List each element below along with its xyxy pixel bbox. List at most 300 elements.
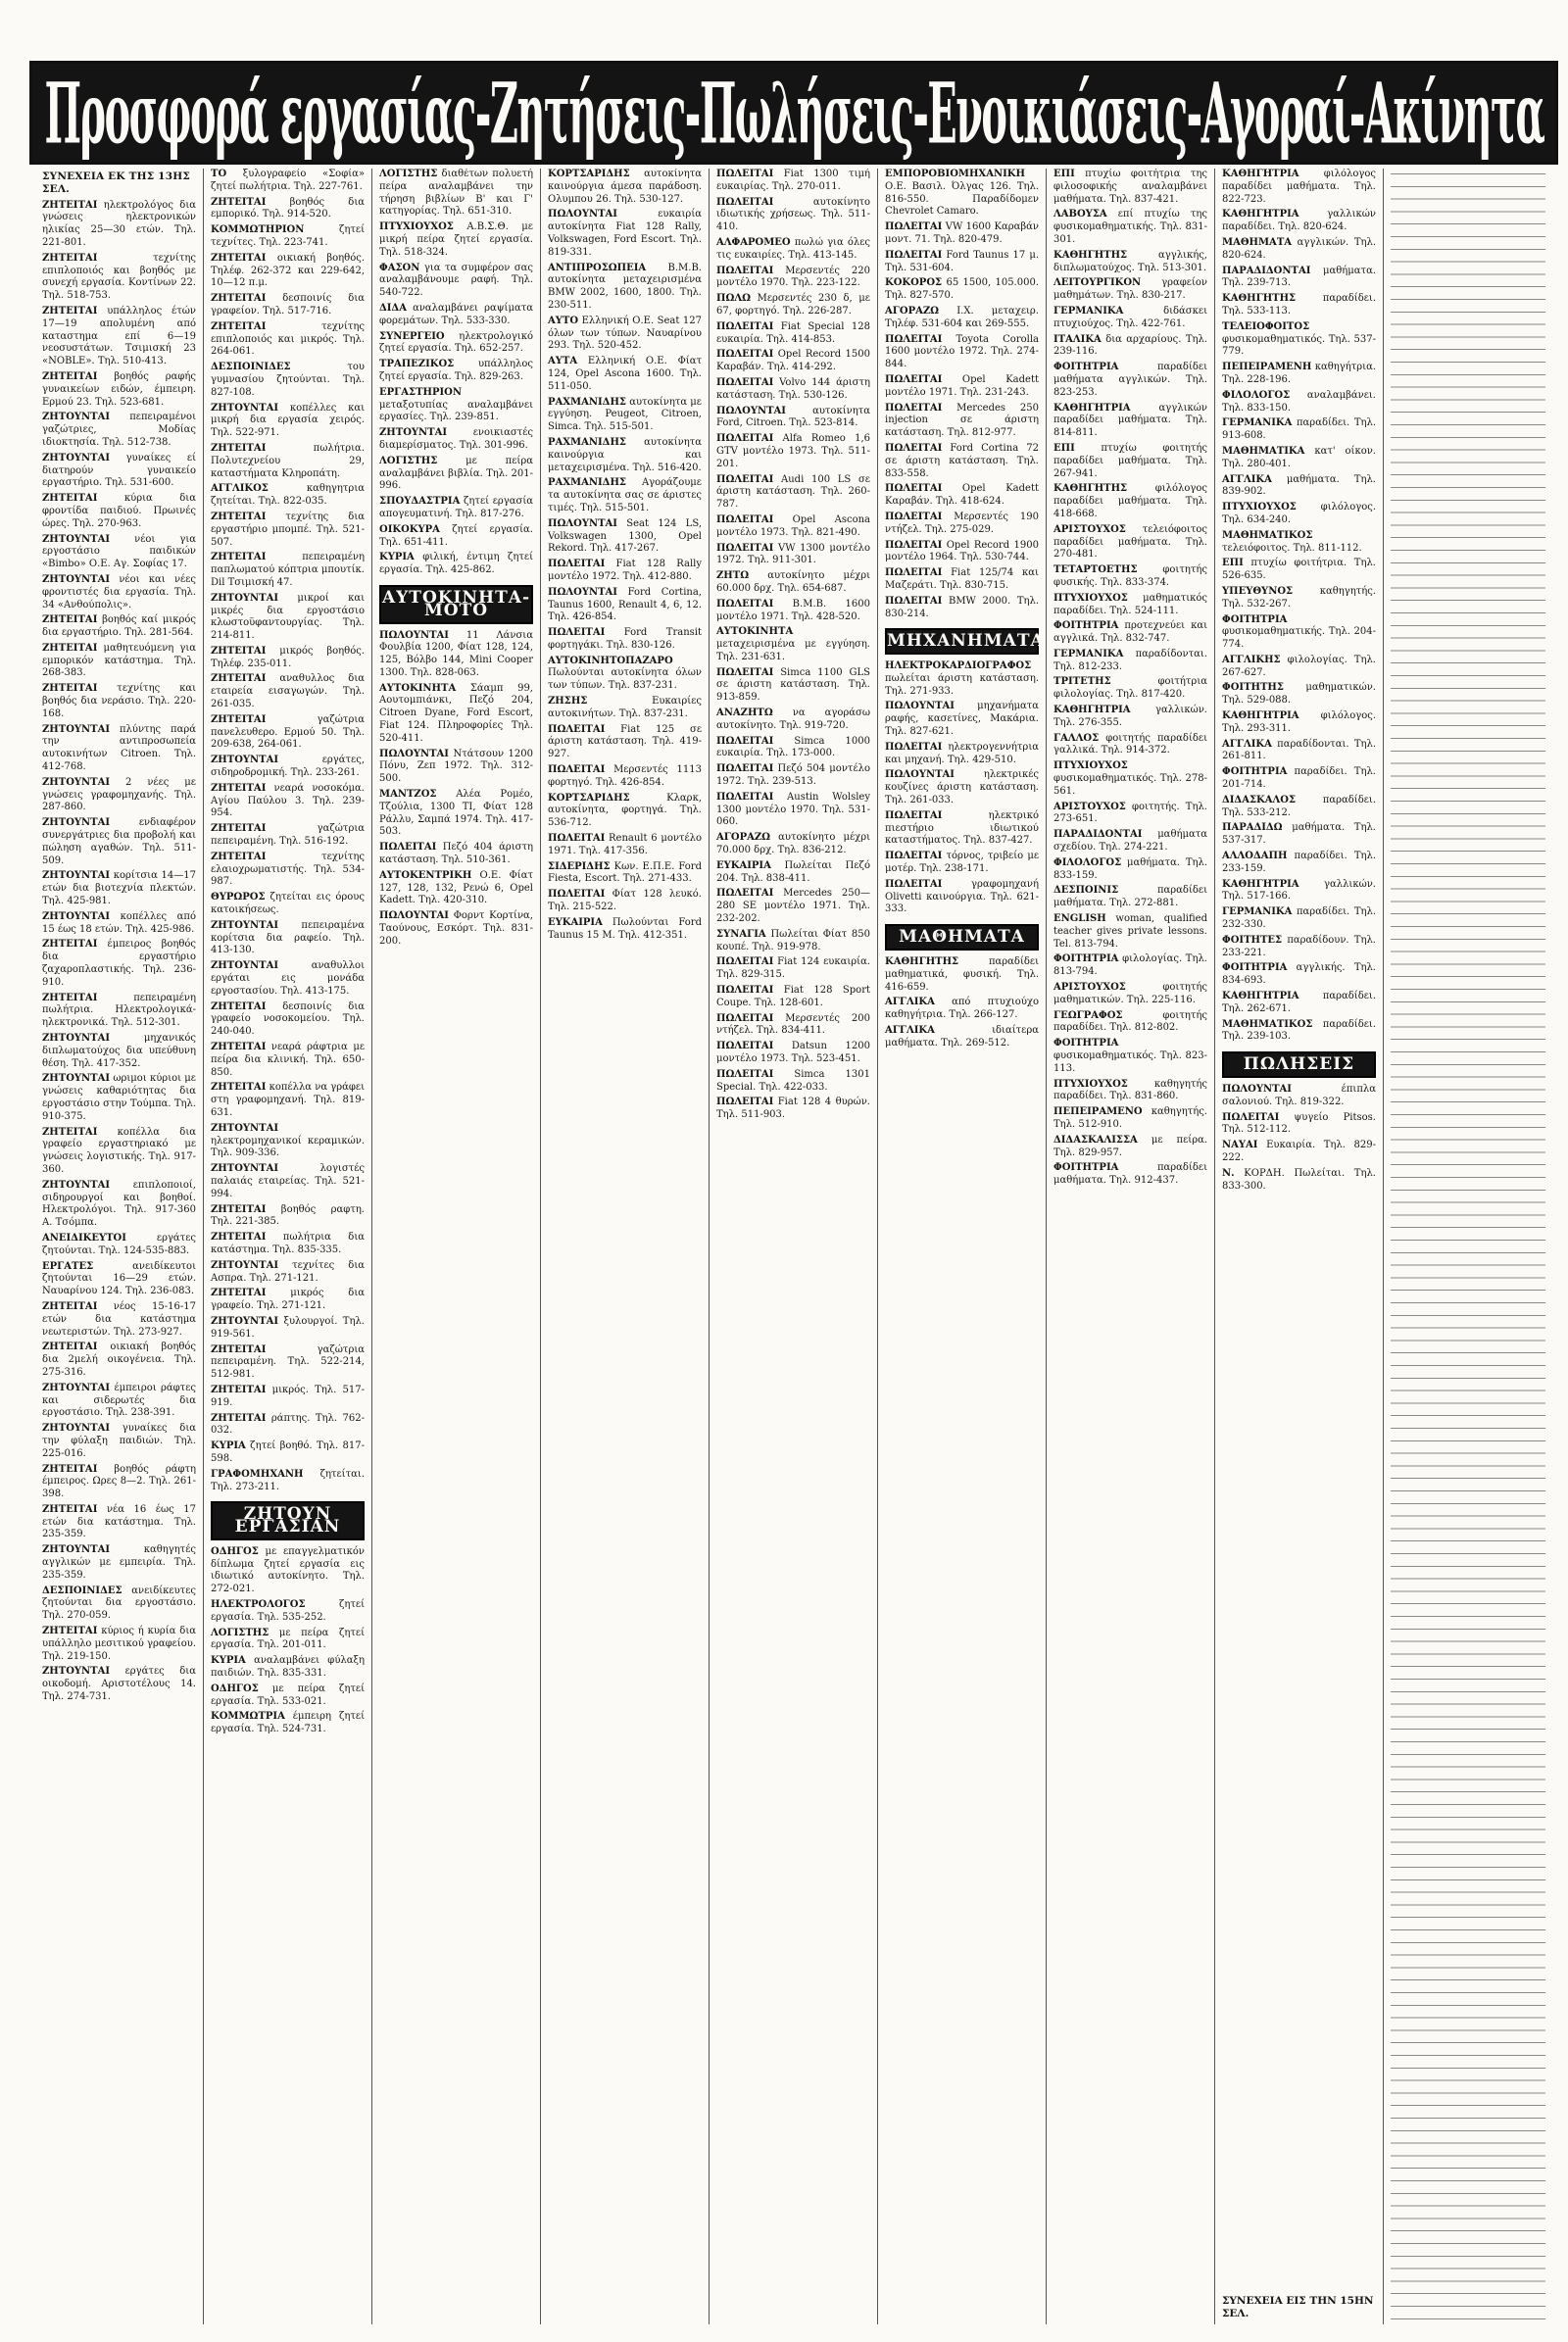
ad-keyword: ΖΗΤΕΙΤΑΙ [42,305,98,317]
ad-text: Fiat 125/74 και Μαζεράτι. Τηλ. 830-715. [885,567,1039,591]
ad-keyword: ΠΩΛΕΙΤΑΙ [716,265,774,276]
ad-text: Opel Record 1500 Καραβάν. Τηλ. 414-292. [716,349,870,373]
page-banner [29,61,1558,165]
ad-keyword: ΖΗΤΕΙΤΑΙ [211,851,267,862]
ad-text: πωλήτρια δια κατάστημα. Τηλ. 835-335. [211,1232,365,1255]
ad-text: φιλόλογος. Τηλ. 293-311. [1222,710,1376,734]
ad-keyword: ΠΩΛΕΙΤΑΙ [716,1012,774,1024]
classified-ad [1222,1084,1376,1109]
ad-text: αγγλικών. Τηλ. 820-624. [1222,236,1376,261]
ad-keyword: ΖΗΤΟΥΝΤΑΙ [211,1122,279,1134]
classified-ad [885,374,1039,400]
ad-keyword: ΠΩΛΟΥΝΤΑΙ [548,586,617,598]
classified-ad [1222,209,1376,234]
ad-text: ζητεί εργασία. Τηλ. 535-252. [211,1599,365,1623]
classified-ad [1054,169,1207,206]
ad-text: μικροί και μικρές δια εργοστάσιο κλωστοϋφαντουργίας. Τηλ. 214-811. [211,592,365,642]
ad-text: καθηγητής παραδίδει. Τηλ. 831-860. [1054,1078,1207,1102]
ad-text: Datsun 1200 μοντέλο 1973. Τηλ. 523-451. [716,1041,870,1064]
ad-keyword: ΠΩΛΕΙΤΑΙ [548,889,606,901]
classified-ad [42,534,196,571]
classified-ad [1222,851,1376,876]
ad-keyword: ΜΑΝΤΖΟΣ [379,789,437,801]
classified-ad [42,643,196,680]
ad-keyword: Ν. [1222,1167,1235,1179]
classified-ad [1054,403,1207,440]
ad-keyword: ΠΕΠΕΙΡΑΜΕΝΟ [1054,1106,1143,1118]
classified-ad [211,920,365,957]
classified-ad [716,985,870,1010]
ad-text: με πείρα ζητεί εργασία. Τηλ. 201-011. [211,1627,365,1651]
classified-ad [42,200,196,250]
ad-keyword: ΦΟΙΤΗΤΡΙΑ [1054,953,1119,965]
classified-ad [716,433,870,470]
ad-text: αγγλικών παραδίδει μαθήματα. Τηλ. 814-811. [1054,402,1207,439]
ad-keyword: ΖΗΤΟΥΝΤΑΙ [42,1666,111,1678]
classified-ad [1222,1168,1376,1194]
classified-ad [42,1423,196,1460]
section-heading: ΖΗΤΟΥΝ ΕΡΓΑΣΙΑΝ [211,1501,365,1540]
ad-keyword: ΠΑΡΑΔΙΔΟΝΤΑΙ [1222,265,1311,276]
ad-text: αναλαμβάνει φύλαξη παιδιών. Τηλ. 835-331. [211,1655,365,1680]
classified-ad [1054,483,1207,520]
classified-ad [548,696,702,721]
classified-ad [211,552,365,589]
column-4 [541,169,710,2324]
ad-keyword: ΤΕΤΑΡΤΟΕΤΗΣ [1054,564,1138,576]
ad-keyword: ΕΜΠΟΡΟΒΙΟΜΗΧΑΝΙΚΗ [885,169,1025,179]
ad-keyword: ΡΑΧΜΑΝΙΔΗΣ [548,436,626,448]
classified-ad [548,263,702,313]
section-heading: ΜΑΘΗΜΑΤΑ [885,924,1039,951]
ad-text: παραδίδει μαθηματικά, φυσική. Τηλ. 416-659. [885,956,1039,993]
ad-text: φυσικομαθηματικός. Τηλ. 823-113. [1054,1050,1207,1074]
classified-ad [211,1413,365,1439]
ad-text: Ελληνική Ο.Ε. Φίατ 124, Opel Ascona 1600. Τηλ. 511-050. [548,356,702,392]
ad-text: μηχανικός διπλωματούχος δια υπεύθυνη θέση. Τηλ. 417-352. [42,1033,196,1069]
ad-text: αναλαμβάνει. Τηλ. 833-150. [1222,389,1376,414]
ad-text: μαθηματικός παραδίδει. Τηλ. 524-111. [1054,592,1207,616]
ad-text: Toyota Corolla 1600 μοντέλο 1972. Τηλ. 274-844. [885,333,1039,370]
ad-text: παραδίδει. Τηλ. 533-113. [1222,293,1376,317]
classified-ad [211,1711,365,1736]
ad-keyword: ΚΑΘΗΓΗΤΡΙΑ [1222,209,1299,220]
ad-keyword: ΠΩΛΕΙΤΑΙ [716,542,774,554]
classified-ad [1054,760,1207,798]
ad-keyword: ΠΩΛΕΙΤΑΙ [885,442,943,454]
ad-keyword: ΚΑΘΗΓΗΤΡΙΑ [1222,710,1299,722]
ad-keyword: ΖΗΤΟΥΝΤΑΙ [211,960,279,972]
ad-text: πεπειραμένα κορίτσια δια ραφείο. Τηλ. 413-130. [211,919,365,956]
ad-text: φοιτητής. Τηλ. 273-651. [1054,801,1207,825]
ad-keyword: ΛΟΓΙΣΤΗΣ [211,1627,270,1638]
ad-text: προτεχνεύει και αγγλικά. Τηλ. 832-747. [1054,620,1207,645]
ad-text: αναθυλλοι εργάται εις μονάδα εργοστασίου. Τηλ. 413-175. [211,960,365,997]
ad-text: VW 1300 μοντέλο 1972. Τηλ. 911-301. [716,542,870,566]
ad-text: πλύντης παρά την αντιπροσωπεία αυτοκινήτων Citroen. Τηλ. 412-768. [42,723,196,773]
classified-ad [211,1082,365,1119]
classified-ad [42,777,196,814]
ad-text: Πωλούνται Ford Taunus 15 Μ. Τηλ. 412-351. [548,916,702,941]
ad-text: Simca 1100 GLS σε άριστη κατάσταση. Τηλ. 913-859. [716,666,870,704]
classified-ad [716,599,870,624]
ad-text: Opel Record 1900 μοντέλο 1964. Τηλ. 530-744. [885,539,1039,563]
ad-keyword: ΦΟΙΤΗΤΡΙΑ [1054,620,1119,632]
ad-keyword: ΦΟΙΤΗΤΡΙΑ [1222,962,1288,974]
ad-text: Σάαμπ 99, Αουτομπιάνκι, Πεζό 204, Citroen Dyane, Ford Escort, Fiat 124. Πληροφορίες Τηλ. 520-411. [379,682,533,744]
ad-text: του γυμνασίου ζητούνται. Τηλ. 827-108. [211,362,365,398]
ad-keyword: ΓΑΛΛΟΣ [1054,732,1100,744]
ad-keyword: ΜΑΘΗΜΑΤΑ [1222,236,1293,248]
classified-ad [716,570,870,596]
classified-ad [379,427,533,453]
ad-text: αυτοκίνητα Ford, Citroen. Τηλ. 523-814. [716,405,870,429]
classified-ad [42,574,196,611]
ad-text: Μερσεντές 1113 φορτηγό. Τηλ. 426-854. [548,764,702,788]
classified-ad [885,769,1039,806]
ad-text: διδάσκει πτυχιούχος. Τηλ. 422-761. [1054,305,1207,329]
classified-ad [885,879,1039,916]
ad-keyword: ΖΗΤΟΥΝΤΑΙ [211,919,279,931]
ad-keyword: ΣΙΔΕΡΙΔΗΣ [548,860,611,872]
ad-text: φιλική, έντιμη ζητεί εργασία. Τηλ. 425-862. [379,552,533,576]
classified-ad [42,817,196,867]
ad-text: βοηθός ραφτη. Τηλ. 221-385. [211,1203,365,1228]
ad-text: γραφομηχανή Olivetti καινούργια. Τηλ. 621-333. [885,878,1039,915]
ad-keyword: ΖΗΤΕΙΤΑΙ [211,196,267,208]
ad-text: ανειδίκευτοι ζητούνται 16—29 ετών. Ναυαρίνου 124. Τηλ. 236-083. [42,1260,196,1297]
ad-keyword: ΚΑΘΗΓΗΤΗΣ [1222,293,1297,305]
classified-ad [548,316,702,353]
ad-keyword: ΓΕΡΜΑΝΙΚΑ [1054,305,1124,317]
ad-keyword: ΑΛΛΟΔΑΠΗ [1222,851,1288,862]
ad-text: παραδίδει μαθήματα. Τηλ. 912-437. [1054,1162,1207,1187]
ad-text: παραδίδονται. Τηλ. 812-233. [1054,648,1207,672]
ad-text: πωλώ για όλες τις ευκαιρίες. Τηλ. 413-145. [716,236,870,261]
classified-ad [211,197,365,222]
ad-text: γυναίκες δια την φύλαξη παιδιών. Τηλ. 225-016. [42,1423,196,1459]
ad-text: φιλόλογος παραδίδει μαθήματα. Τηλ. 418-668. [1054,483,1207,519]
classified-ad [1054,524,1207,561]
classified-ad [211,1204,365,1230]
classified-ad [716,1097,870,1122]
classified-ad [211,783,365,820]
classified-ad [1222,1019,1376,1045]
ad-keyword: ΠΩΛΕΙΤΑΙ [716,433,774,445]
ad-keyword: ΠΤΥΧΙΟΥΧΟΣ [1054,760,1128,772]
ad-text: παραδίδει. Τηλ. 262-671. [1222,991,1376,1014]
classified-ad [716,543,870,568]
ad-keyword: ΛΑΒΟΥΣΑ [1054,209,1107,220]
classified-ad [1054,306,1207,331]
classified-ad [548,917,702,943]
classified-ad [42,1301,196,1339]
classified-ad [716,888,870,925]
ad-keyword: ΕΠΙ [1054,169,1075,179]
ad-text: Ford Cortina, Taunus 1600, Renault 4, 6, 12. Τηλ. 426-854. [548,586,702,623]
classified-ad [379,456,533,493]
ad-keyword: ΚΑΘΗΓΗΤΗΣ [1054,483,1128,495]
classified-ad [1222,879,1376,904]
ad-keyword: ΤΡΙΤΕΤΗΣ [1054,676,1111,688]
ad-keyword: ΠΩΛΕΙΤΑΙ [1222,1111,1280,1123]
continuation-header: ΣΥΝΕΧΕΙΑ ΕΚ ΤΗΣ 13ΗΣ ΣΕΛ. [42,171,190,195]
ad-keyword: ΖΗΤΕΙΤΑΙ [211,673,267,685]
ad-text: φυσικομαθηματικός. Τηλ. 537-779. [1222,333,1376,358]
ad-keyword: ΖΗΤΟΥΝΤΑΙ [42,1179,111,1191]
ad-text: ηλεκτρικές κουζίνες άριστη κατάσταση. Τηλ. 261-033. [885,769,1039,806]
ad-keyword: ΖΗΤΕΙΤΑΙ [42,642,98,654]
classified-ad [716,1013,870,1039]
ad-keyword: ΖΗΤΟΥΝΤΑΙ [42,533,111,545]
ad-text: καθηγητής. Τηλ. 512-910. [1054,1106,1207,1130]
ad-text: παραδίδει. Τηλ. 232-330. [1222,906,1376,931]
ad-keyword: ΑΓΓΛΙΚΟΣ [211,483,269,495]
ad-text: γαζώτρια πανελευθερο. Ερμού 50. Τηλ. 209-638, 264-061. [211,713,365,751]
ad-text: διαθέτων πολυετή πείρα αναλαμβάνει την τήρηση βιβλίων Β' και Γ' κατηγορίας. Τηλ. 651-310. [379,169,533,218]
classified-ad [885,483,1039,509]
classified-ad [1222,446,1376,471]
classified-ad [548,437,702,474]
ad-text: αυτοκίνητο ιδιωτικής χρήσεως. Τηλ. 511-410. [716,196,870,233]
ad-keyword: ΖΗΤΕΙΤΑΙ [211,320,267,332]
classified-ad [1222,169,1376,206]
ad-text: πεπειραμένη παπλωματού κόπτρια μπουτίκ. Dil Τσιμισκή 47. [211,552,365,588]
ad-keyword: ENGLISH [1054,913,1106,925]
ad-keyword: ΠΩΛΟΥΝΤΑΙ [1222,1084,1292,1095]
classified-ad [1054,1079,1207,1104]
classified-ad [716,860,870,886]
ad-text: γραφείον μαθημάτων. Τηλ. 830-217. [1054,277,1207,302]
ad-text: Ford Taunus 17 μ. Τηλ. 531-604. [885,249,1039,273]
classified-ad [885,334,1039,371]
classified-ad [42,1180,196,1230]
classified-ad [379,221,533,259]
ad-text: φιλόλογος παραδίδει μαθήματα. Τηλ. 822-723. [1222,169,1376,205]
ad-text: τελειόφοιτος παραδίδει μαθήματα. Τηλ. 270-481. [1054,523,1207,561]
ad-keyword: ΑΥΤΑ [548,356,578,367]
classified-ad [1054,277,1207,303]
ad-text: γυναίκες εί διατηρούν γυναικείο εργαστήριο. Τηλ. 531-600. [42,452,196,489]
ad-keyword: ΠΩΛΕΙΤΑΙ [548,627,606,639]
classified-ad [211,960,365,998]
ad-text: Α.Β.Σ.Θ. με μικρή πείρα ζητεί εργασία. Τηλ. 518-324. [379,221,533,258]
ad-keyword: ΑΓΟΡΑΖΩ [716,832,771,844]
classified-ad [1222,795,1376,820]
classified-ad [1054,802,1207,827]
ad-text: παραδίδει. Τηλ. 533-212. [1222,794,1376,818]
classified-ad [1222,293,1376,318]
ad-text: Fiat Special 128 ευκαιρία. Τηλ. 414-853. [716,320,870,345]
classified-ad [716,197,870,234]
classified-ad [42,1342,196,1379]
classified-ad [548,356,702,393]
ad-keyword: ΠΤΥΧΙΟΥΧΟΣ [1054,592,1128,604]
ad-keyword: ΑΓΟΡΑΖΩ [885,305,940,317]
classified-ad [42,683,196,720]
ad-keyword: ΚΑΘΗΓΗΤΡΙΑ [1054,402,1131,414]
ad-keyword: ΚΥΡΙΑ [211,1440,246,1452]
ad-keyword: ΚΟΡΤΣΑΡΙΔΗΣ [548,169,630,179]
classified-ad [1054,250,1207,275]
ad-keyword: ΖΗΤΕΙΤΑΙ [211,1343,267,1355]
ad-text: Fiat 1300 τιμή ευκαιρίας. Τηλ. 270-011. [716,169,870,192]
classified-ad [1054,676,1207,702]
classified-ad [885,660,1039,698]
classified-ad [885,596,1039,621]
classified-ad [1222,586,1376,611]
classified-ad [1222,530,1376,556]
classified-ad [885,306,1039,331]
ad-text: έμπειρος βοηθός δια εργαστήριο ζαχαροπλαστικής. Τηλ. 236-910. [42,939,196,988]
classified-ad [1222,739,1376,764]
ad-keyword: ΠΤΥΧΙΟΥΧΟΣ [379,221,454,233]
ad-keyword: ΚΟΡΤΣΑΡΙΔΗΣ [548,792,630,804]
ad-keyword: ΖΗΤΕΙΤΑΙ [211,1232,267,1244]
classified-ad [885,221,1039,247]
ad-text: νέοι για εργοστάσιο παιδικών «Bimbo» Ο.Ε. Αγ. Σοφίας 17. [42,533,196,570]
ad-keyword: ΖΗΤΟΥΝΤΑΙ [42,776,111,788]
ad-keyword: ΜΑΘΗΜΑΤΙΚΟΣ [1222,1018,1313,1030]
classified-ad [211,892,365,917]
classified-ad [42,1033,196,1070]
classified-ad [885,250,1039,275]
classifieds-page [35,169,1552,2324]
ad-text: παραδίδονται. Τηλ. 261-811. [1222,738,1376,762]
ad-keyword: ΚΑΘΗΓΗΤΗΣ [885,956,959,968]
ad-text: τεχνίτης και βοηθός δια νεράσιο. Τηλ. 220-168. [42,683,196,719]
ad-text: φοιτήτρια φιλολογίας. Τηλ. 817-420. [1054,676,1207,701]
ad-text: κοπέλλες και μικρή δια εργασία χειρός. Τηλ. 522-971. [211,402,365,439]
ad-keyword: ΑΡΙΣΤΟΥΧΟΣ [1054,523,1126,535]
ad-text: γαζώτρια πεπειραμένη. Τηλ. 522-214, 512-981. [211,1343,365,1381]
ad-text: αυτοκίνητα καινούργια άμεσα παράδοση. Ολυμπου 26. Τηλ. 530-127. [548,169,702,205]
classified-ad [42,253,196,303]
ad-text: οικιακή βοηθός. Τηλέφ. 262-372 και 229-642, 10—12 π.μ. [211,252,365,289]
ad-text: Fiat 128 Rally μοντέλο 1972. Τηλ. 412-880. [548,559,702,582]
classified-ad [211,1232,365,1257]
ad-text: από πτυχιούχο καθηγήτρια. Τηλ. 266-127. [885,997,1039,1021]
ad-keyword: ΠΩΛΕΙΤΑΙ [716,1041,774,1052]
classified-ad [42,1127,196,1177]
ad-keyword: ΚΑΘΗΓΗΤΡΙΑ [1222,991,1299,1002]
ad-keyword: ΑΝΑΖΗΤΩ [716,707,773,719]
classified-ad [211,253,365,290]
ad-text: ζητεί τεχνίτες. Τηλ. 223-741. [211,224,365,248]
ad-text: κύρια δια φροντίδα παιδιού. Πρωινές ώρες. Τηλ. 270-963. [42,493,196,529]
ad-keyword: ΖΗΤΟΥΝΤΑΙ [211,592,279,604]
classified-ad [1222,614,1376,652]
ad-text: VW 1600 Καραβάν μοντ. 71. Τηλ. 820-479. [885,221,1039,245]
classified-ad [548,627,702,653]
ad-keyword: ΖΗΤΕΙΤΑΙ [211,1288,267,1299]
ad-keyword: ΖΗΤΟΥΝΤΑΙ [211,1315,279,1327]
classified-ad [1054,1010,1207,1036]
classified-ad [379,552,533,577]
classified-ad [211,673,365,710]
classified-ad [211,1385,365,1410]
ad-keyword: ΠΩΛΕΙΤΑΙ [548,559,606,570]
ad-keyword: ΠΩΛΕΙΤΑΙ [885,809,943,821]
classified-ad [716,237,870,263]
ad-text: οικιακή βοηθός δια 2μελή οικογένεια. Τηλ. 275-316. [42,1342,196,1378]
ad-keyword: ΠΩΛΕΙΤΑΙ [885,741,943,753]
ad-keyword: ΠΤΥΧΙΟΥΧΟΣ [1054,1078,1128,1090]
ad-text: Μερσεντές 220 μοντέλο 1970. Τηλ. 223-122. [716,265,870,289]
ad-text: Κλαρκ, αυτοκίνητα, φορτηγά. Τηλ. 536-712. [548,792,702,829]
classified-ad [1222,682,1376,707]
ad-text: φοιτητής μαθηματικών. Τηλ. 225-116. [1054,982,1207,1005]
classified-ad [1054,913,1207,951]
classified-ad [379,749,533,786]
ad-keyword: ΔΕΣΠΟΙΝΙΔΕΣ [211,362,291,373]
ad-text: ηλεκτρογεννήτρια και μηχανή. Τηλ. 429-510. [885,741,1039,765]
ad-keyword: ΖΗΤΕΙΤΑΙ [42,992,98,1003]
classified-ad [1054,1135,1207,1160]
classified-ad [1054,649,1207,674]
ad-keyword: ΑΝΤΙΠΡΟΣΩΠΕΙΑ [548,262,647,273]
classified-ad [716,474,870,512]
ad-text: με επαγγελματικόν δίπλωμα ζητεί εργασία εις ιδιωτικό αυτοκίνητο. Τηλ. 272-021. [211,1545,365,1595]
classified-ad [42,1464,196,1501]
ad-text: γαλλικών. Τηλ. 276-355. [1054,705,1207,728]
ad-keyword: ΠΩΛΕΙΤΑΙ [548,723,606,735]
ad-text: λογιστές παλαιάς εταιρείας. Τηλ. 521-994. [211,1163,365,1199]
classified-ad [1222,237,1376,263]
classified-ad [716,321,870,347]
ad-keyword: ΖΗΤΕΙΤΑΙ [211,442,267,454]
classified-ad [42,993,196,1030]
classified-ad [211,1440,365,1466]
ad-keyword: ΖΗΤΟΥΝΤΑΙ [211,1163,279,1175]
ad-text: αναλαμβάνει ραψίματα φορεμάτων. Τηλ. 533-330. [379,302,533,326]
ad-keyword: ΖΗΤΟΥΝΤΑΙ [42,1423,111,1435]
ad-keyword: ΖΗΤΟΥΝΤΑΙ [42,1382,111,1393]
ad-keyword: ΑΥΤΟ [548,315,579,326]
ad-keyword: ΜΑΘΗΜΑΤΙΚΟΣ [1222,529,1313,541]
ad-keyword: ΔΕΣΠΟΙΝΙΔΕΣ [42,1585,122,1596]
ad-keyword: ΚΥΡΙΑ [211,1655,246,1667]
classified-ad [1222,362,1376,387]
ad-text: Πωλείται Πεζό 204. Τηλ. 838-411. [716,859,870,884]
classified-ad [211,823,365,849]
ad-keyword: ΠΩΛΕΙΤΑΙ [716,1068,774,1080]
ad-text: Fiat 125 σε άριστη κατάσταση. Τηλ. 419-927. [548,723,702,760]
classified-ad [548,518,702,556]
ad-text: μαθήματα. Τηλ. 833-159. [1054,856,1207,881]
ad-keyword: ΑΓΓΛΙΚΑ [885,997,935,1008]
classified-ad [885,742,1039,767]
ad-text: Opel Ascona μοντέλο 1973. Τηλ. 821-490. [716,513,870,538]
ad-text: έμπειρη ζητεί εργασία. Τηλ. 524-731. [211,1711,365,1735]
ad-keyword: ΑΓΓΛΙΚΑ [1222,738,1272,750]
ad-keyword: ΠΩΛΕΙΤΑΙ [716,666,774,678]
classified-ad [1222,558,1376,583]
ad-text: Φορντ Κορτίνα, Ταούνους, Εσκόρτ. Τηλ. 831-200. [379,910,533,947]
ad-keyword: ΖΗΤΕΙΤΑΙ [42,252,98,264]
ad-text: ξυλουργοί. Τηλ. 919-561. [211,1315,365,1340]
ad-keyword: ΠΩΛΟΥΝΤΑΙ [379,629,449,641]
ad-text: Fiat 128 Sport Coupe. Τηλ. 128-601. [716,985,870,1008]
ad-text: Seat 124 LS, Volkswagen 1300, Opel Rekord. Τηλ. 417-267. [548,517,702,555]
ad-keyword: ΑΥΤΟΚΕΝΤΡΙΚΗ [379,869,472,881]
classified-ad [379,496,533,521]
ad-keyword: ΕΥΚΑΙΡΙΑ [716,859,771,871]
classified-ad [1054,1106,1207,1132]
classified-ad [42,1073,196,1123]
ad-text: ιδιαίτερα μαθήματα. Τηλ. 269-512. [885,1025,1039,1049]
classified-ad [1054,443,1207,480]
